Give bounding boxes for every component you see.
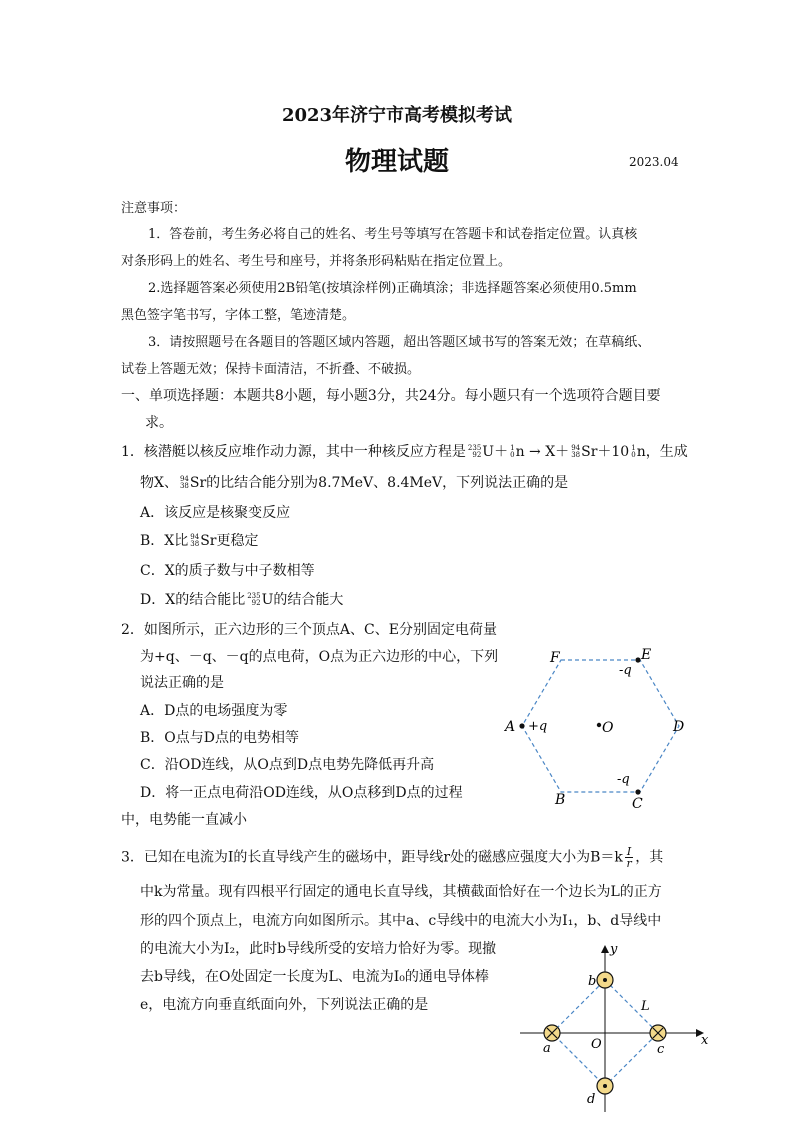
q2-stem-cont: 为+q、－q、－q的点电荷，O点为正六边形的中心，下列 xyxy=(140,649,499,665)
q2-option-d-cont: 中，电势能一直减小 xyxy=(121,812,247,828)
nuclide-n: 1 0 xyxy=(631,444,636,459)
center-o-dot xyxy=(597,723,601,727)
q3-stem: 3．已知在电流为I的长直导线产生的磁场中，距导线r处的磁感应强度大小为B＝k $\frac{I}{r}$ ，其 xyxy=(121,845,664,870)
note-line: 2.选择题答案必须使用2B铅笔(按填涂样例)正确填涂；非选择题答案必须使用0.5mm xyxy=(148,281,637,296)
charge-a: +q xyxy=(528,719,548,734)
nuclide-n: 1 0 xyxy=(510,444,515,459)
charge-a-dot xyxy=(519,723,524,728)
label-l: L xyxy=(641,999,650,1014)
q1-stem: 1．核潜艇以核反应堆作动力源，其中一种核反应方程是 235 92 U＋ 1 0 n → X＋ 94 38 Sr＋10 1 0 n，生成 xyxy=(121,444,688,460)
label-a: a xyxy=(543,1041,551,1056)
nuclide-u: 235 92 xyxy=(467,444,482,459)
q2-option-b: B．O点与D点的电势相等 xyxy=(140,730,299,746)
q2-option-d: D．将一正点电荷沿OD连线，从O点移到D点的过程 xyxy=(140,785,463,801)
charge-e: -q xyxy=(619,663,632,678)
x-label: x xyxy=(701,1033,709,1048)
section-heading-cont: 求。 xyxy=(145,415,173,431)
q3-stem-cont: 的电流大小为I₂，此时b导线所受的安培力恰好为零。现撤 xyxy=(140,941,497,957)
q1-stem-cont: 物X、 94 38 Sr的比结合能分别为8.7MeV、8.4MeV，下列说法正确的是 xyxy=(140,475,569,491)
wire-square-figure xyxy=(515,940,715,1115)
label-a: A xyxy=(505,719,516,735)
exam-date: 2023.04 xyxy=(629,155,679,169)
y-label: y xyxy=(610,942,618,957)
notes-heading: 注意事项： xyxy=(121,201,187,216)
q3-stem-cont: 去b导线，在O处固定一长度为L、电流为I₀的通电导体棒 xyxy=(140,969,489,985)
label-f: F xyxy=(550,650,560,666)
label-o: O xyxy=(602,720,614,736)
q2-stem-cont: 说法正确的是 xyxy=(140,675,224,691)
hexagon-figure xyxy=(495,640,700,815)
label-c: c xyxy=(657,1042,665,1057)
q2-stem: 2．如图所示，正六边形的三个顶点A、C、E分别固定电荷量 xyxy=(121,622,497,638)
label-d: d xyxy=(587,1092,596,1107)
q1-option-c: C．X的质子数与中子数相等 xyxy=(140,563,315,579)
label-d: D xyxy=(673,719,685,735)
charge-c: -q xyxy=(617,772,630,787)
nuclide-sr: 94 38 xyxy=(571,444,581,459)
fraction: $\frac{I}{r}$ xyxy=(626,845,632,870)
note-line: 对条形码上的姓名、考生号和座号，并将条形码粘贴在指定位置上。 xyxy=(121,254,512,269)
label-e: E xyxy=(641,647,652,663)
q2-option-c: C．沿OD连线，从O点到D点电势先降低再升高 xyxy=(140,757,435,773)
charge-c-dot xyxy=(635,789,640,794)
nuclide-sr: 94 38 xyxy=(179,475,189,490)
q1-option-b: B．X比 94 38 Sr更稳定 xyxy=(140,533,259,549)
subject-title: 物理试题 xyxy=(344,147,449,177)
q1-option-d: D．X的结合能比 235 92 U的结合能大 xyxy=(140,592,344,608)
q1-option-a: A．该反应是核聚变反应 xyxy=(140,505,291,521)
note-line: 黑色签字笔书写，字体工整，笔迹清楚。 xyxy=(121,308,356,323)
label-b: b xyxy=(588,974,597,989)
note-line: 1．答卷前，考生务必将自己的姓名、考生号等填写在答题卡和试卷指定位置。认真核 xyxy=(148,227,638,242)
q3-stem-cont: 中k为常量。现有四根平行固定的通电长直导线，其横截面恰好在一个边长为L的正方 xyxy=(140,884,662,900)
label-o: O xyxy=(591,1037,602,1052)
nuclide-sr: 94 38 xyxy=(190,533,200,548)
label-c: C xyxy=(632,796,643,812)
nuclide-u: 235 92 xyxy=(247,592,261,607)
q3-stem-cont: e，电流方向垂直纸面向外，下列说法正确的是 xyxy=(140,997,429,1013)
section-heading: 一、单项选择题：本题共8小题，每小题3分，共24分。每小题只有一个选项符合题目要 xyxy=(121,388,661,404)
label-b: B xyxy=(555,792,566,808)
q3-stem-cont: 形的四个顶点上，电流方向如图所示。其中a、c导线中的电流大小为I₁，b、d导线中 xyxy=(140,913,662,929)
q2-option-a: A．D点的电场强度为零 xyxy=(140,703,288,719)
note-line: 3．请按照题号在各题目的答题区域内答题，超出答题区域书写的答案无效；在草稿纸、 xyxy=(148,335,651,350)
exam-title: 2023年济宁市高考模拟考试 xyxy=(281,105,513,126)
charge-e-dot xyxy=(635,657,640,662)
note-line: 试卷上答题无效；保持卡面清洁，不折叠、不破损。 xyxy=(121,362,421,377)
